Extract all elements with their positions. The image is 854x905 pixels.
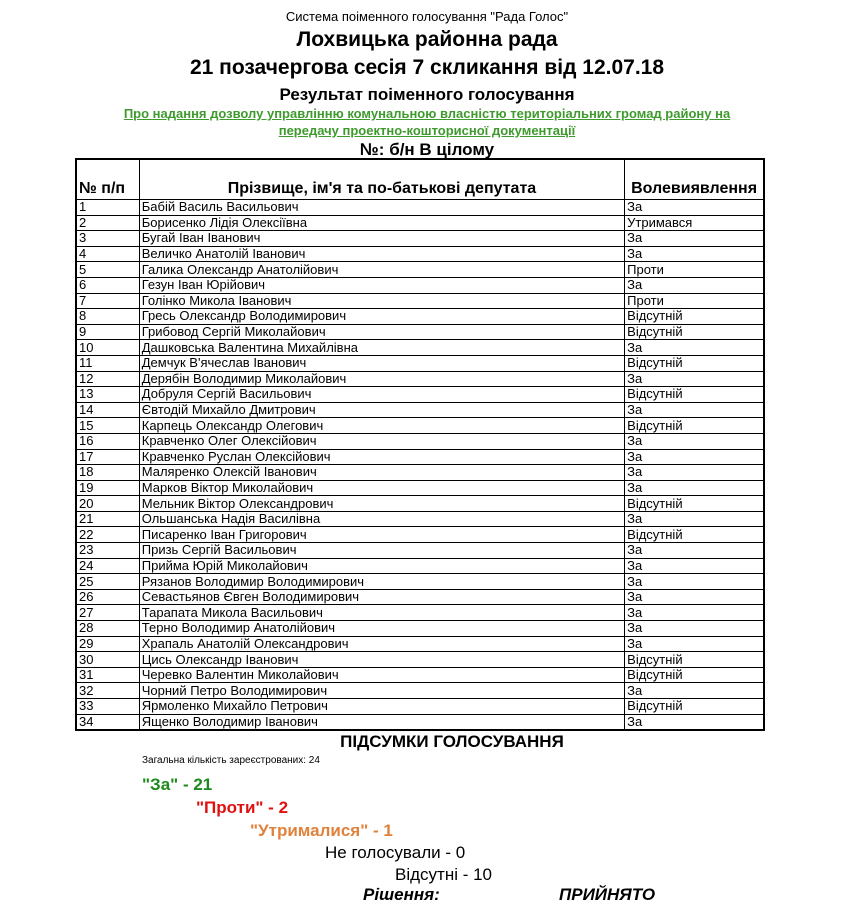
council-title: Лохвицька районна рада [296,28,558,51]
summary-title: ПІДСУМКИ ГОЛОСУВАННЯ [340,732,564,751]
row-number: 11 [76,355,139,371]
result-title: Результат поіменного голосування [279,85,575,104]
table-row [76,667,764,683]
deputy-name: Храпаль Анатолій Олександрович [139,636,624,652]
row-number: 12 [76,371,139,387]
vote-choice: За [625,574,764,590]
deputy-name: Гресь Олександр Володимирович [139,309,624,325]
table-row [76,652,764,668]
vote-choice: Відсутній [625,699,764,715]
table-row [76,543,764,559]
vote-choice: За [625,511,764,527]
vote-choice: За [625,558,764,574]
table-row [76,496,764,512]
not-voted-count: Не голосували - 0 [325,843,466,862]
table-row [76,527,764,543]
deputy-name: Писаренко Іван Григорович [139,527,624,543]
table-row [76,246,764,262]
row-number: 31 [76,667,139,683]
table-row [76,480,764,496]
deputy-name: Голінко Микола Іванович [139,293,624,309]
deputy-name: Борисенко Лідія Олексіївна [139,215,624,231]
row-number: 7 [76,293,139,309]
vote-choice: Відсутній [625,496,764,512]
row-number: 1 [76,200,139,216]
table-row [76,355,764,371]
deputy-name: Чорний Петро Володимирович [139,683,624,699]
deputy-name: Призь Сергій Васильович [139,543,624,559]
deputy-name: Кравченко Руслан Олексійович [139,449,624,465]
row-number: 4 [76,246,139,262]
row-number: 26 [76,589,139,605]
column-header-name: Прізвище, ім'я та по-батькові депутата [139,159,624,200]
vote-choice: За [625,543,764,559]
table-row [76,465,764,481]
deputy-name: Рязанов Володимир Володимирович [139,574,624,590]
vote-choice: За [625,402,764,418]
deputy-name: Черевко Валентин Миколайович [139,667,624,683]
row-number: 5 [76,262,139,278]
deputy-name: Гезун Іван Юрійович [139,277,624,293]
row-number: 28 [76,621,139,637]
table-row [76,402,764,418]
vote-choice: За [625,589,764,605]
row-number: 2 [76,215,139,231]
table-row [76,324,764,340]
vote-choice: Відсутній [625,387,764,403]
deputy-name: Маляренко Олексій Іванович [139,465,624,481]
row-number: 30 [76,652,139,668]
deputy-name: Галика Олександр Анатолійович [139,262,624,278]
deputy-name: Ольшанська Надія Василівна [139,511,624,527]
deputy-name: Дерябін Володимир Миколайович [139,371,624,387]
row-number: 24 [76,558,139,574]
vote-choice: За [625,465,764,481]
row-number: 9 [76,324,139,340]
decision-label: Рішення: [363,885,440,904]
deputy-name: Ярмоленко Михайло Петрович [139,699,624,715]
vote-table [75,158,765,731]
row-number: 32 [76,683,139,699]
vote-choice: За [625,480,764,496]
deputy-name: Терно Володимир Анатолійович [139,621,624,637]
row-number: 34 [76,714,139,730]
vote-choice: За [625,200,764,216]
deputy-name: Карпець Олександр Олегович [139,418,624,434]
vote-choice: За [625,433,764,449]
row-number: 22 [76,527,139,543]
table-row [76,231,764,247]
row-number: 23 [76,543,139,559]
table-row [76,340,764,356]
vote-choice: Утримався [625,215,764,231]
vote-choice: За [625,371,764,387]
deputy-name: Грибовод Сергій Миколайович [139,324,624,340]
votes-for: "За" - 21 [142,775,213,794]
deputy-name: Кравченко Олег Олексійович [139,433,624,449]
table-row [76,714,764,730]
row-number: 21 [76,511,139,527]
row-number: 29 [76,636,139,652]
table-row [76,200,764,216]
row-number: 19 [76,480,139,496]
row-number: 16 [76,433,139,449]
column-header-number: № п/п [76,159,139,200]
deputy-name: Демчук В'ячеслав Іванович [139,355,624,371]
vote-number: №: б/н В цілому [359,140,495,159]
table-row [76,558,764,574]
row-number: 25 [76,574,139,590]
vote-topic: Про надання дозволу управлінню комунальною власністю територіальних громад району на передачу проектно-кошторисної документації [123,106,731,138]
row-number: 17 [76,449,139,465]
table-row [76,277,764,293]
table-row [76,636,764,652]
table-row [76,699,764,715]
table-row [76,262,764,278]
vote-choice: За [625,636,764,652]
deputy-name: Тарапата Микола Васильович [139,605,624,621]
row-number: 20 [76,496,139,512]
deputy-name: Бабій Василь Васильович [139,200,624,216]
vote-choice: За [625,231,764,247]
vote-choice: Відсутній [625,355,764,371]
table-body [76,200,764,731]
deputy-name: Марков Віктор Миколайович [139,480,624,496]
vote-choice: За [625,246,764,262]
vote-choice: Проти [625,262,764,278]
column-header-vote: Волевиявлення [625,159,764,200]
decision-value: ПРИЙНЯТО [559,885,656,904]
session-title: 21 позачергова сесія 7 скликання від 12.07.18 [189,56,665,79]
deputy-name: Прийма Юрій Миколайович [139,558,624,574]
vote-choice: За [625,277,764,293]
deputy-name: Цись Олександр Іванович [139,652,624,668]
vote-choice: За [625,683,764,699]
table-header-row [76,159,764,200]
deputy-name: Ященко Володимир Іванович [139,714,624,730]
vote-choice: Відсутній [625,527,764,543]
deputy-name: Севастьянов Євген Володимирович [139,589,624,605]
vote-choice: Проти [625,293,764,309]
votes-against: "Проти" - 2 [196,798,289,817]
table-row [76,433,764,449]
row-number: 13 [76,387,139,403]
deputy-name: Дашковська Валентина Михайлівна [139,340,624,356]
votes-abstained: "Утрималися" - 1 [250,821,393,840]
table-row [76,215,764,231]
row-number: 15 [76,418,139,434]
vote-choice: Відсутній [625,418,764,434]
registered-count: Загальна кількість зареєстрованих: 24 [142,755,320,766]
table-row [76,511,764,527]
deputy-name: Бугай Іван Іванович [139,231,624,247]
vote-choice: Відсутній [625,652,764,668]
table-row [76,418,764,434]
table-row [76,371,764,387]
absent-count: Відсутні - 10 [395,865,493,884]
vote-choice: За [625,340,764,356]
vote-choice: За [625,621,764,637]
vote-choice: За [625,449,764,465]
row-number: 8 [76,309,139,325]
row-number: 27 [76,605,139,621]
table-row [76,449,764,465]
vote-choice: Відсутній [625,324,764,340]
table-row [76,683,764,699]
row-number: 33 [76,699,139,715]
system-title: Система поіменного голосування "Рада Голос" [285,9,569,24]
table-row [76,309,764,325]
table-row [76,621,764,637]
row-number: 14 [76,402,139,418]
deputy-name: Євтодій Михайло Дмитрович [139,402,624,418]
vote-choice: Відсутній [625,667,764,683]
table-row [76,605,764,621]
vote-choice: За [625,605,764,621]
vote-choice: За [625,714,764,730]
table-row [76,589,764,605]
row-number: 18 [76,465,139,481]
vote-choice: Відсутній [625,309,764,325]
deputy-name: Мельник Віктор Олександрович [139,496,624,512]
table-row [76,574,764,590]
table-row [76,293,764,309]
row-number: 10 [76,340,139,356]
table-row [76,387,764,403]
row-number: 3 [76,231,139,247]
deputy-name: Добруля Сергій Васильович [139,387,624,403]
deputy-name: Величко Анатолій Іванович [139,246,624,262]
row-number: 6 [76,277,139,293]
